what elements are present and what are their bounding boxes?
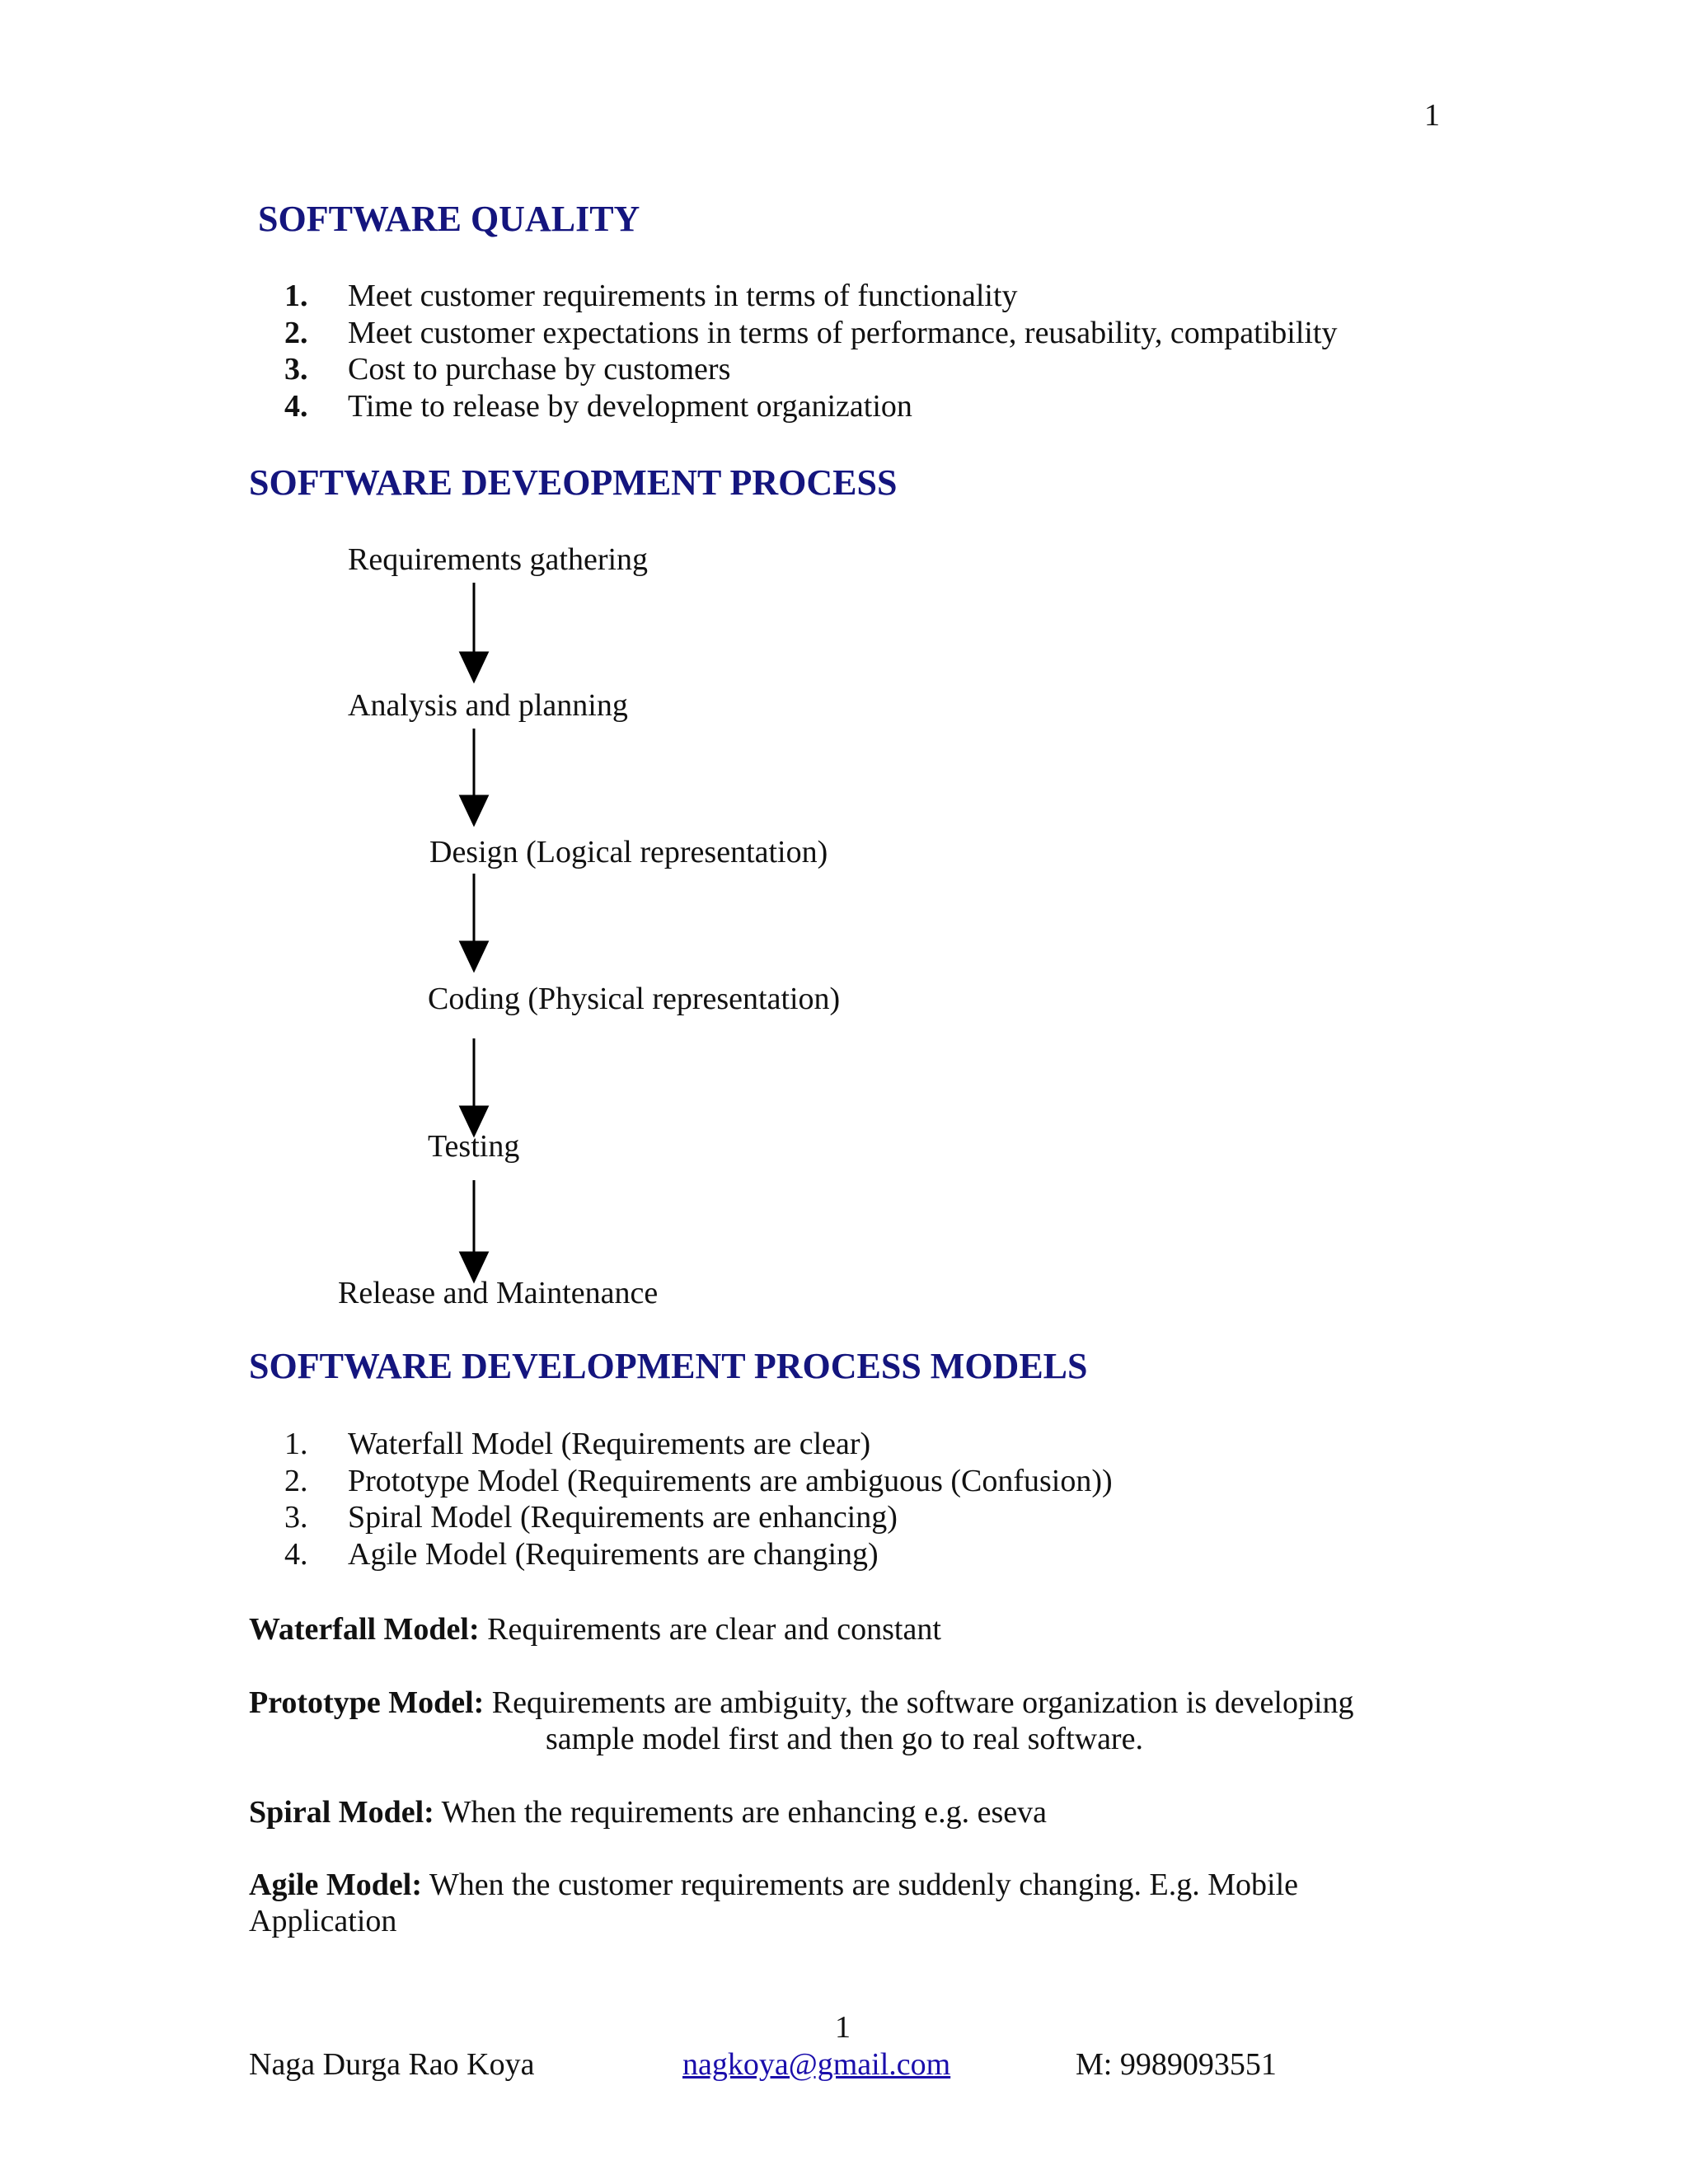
list-text: Prototype Model (Requirements are ambiguous (Confusion)): [348, 1463, 1113, 1498]
list-number: 2.: [284, 315, 308, 350]
definition-term: Agile Model:: [249, 1868, 423, 1902]
definition-text: When the customer requirements are suddenly changing. E.g. Mobile: [422, 1868, 1299, 1902]
list-number: 4.: [284, 1536, 308, 1572]
list-text: Meet customer requirements in terms of functionality: [348, 279, 1018, 313]
list-text: Agile Model (Requirements are changing): [348, 1536, 879, 1572]
list-text: Meet customer expectations in terms of performance, reusability, compatibility: [348, 315, 1338, 350]
list-text: Time to release by development organization: [348, 388, 912, 424]
flow-step-design: Design (Logical representation): [429, 835, 828, 869]
list-number: 4.: [284, 388, 308, 424]
definition-text: Requirements are clear and constant: [479, 1612, 941, 1647]
section-heading-development-process: SOFTWARE DEVEOPMENT PROCESS: [249, 462, 898, 503]
footer-author: Naga Durga Rao Koya: [249, 2047, 535, 2082]
section-heading-process-models: SOFTWARE DEVELOPMENT PROCESS MODELS: [249, 1346, 1088, 1386]
definition-prototype: [249, 1685, 1354, 1721]
definition-text: Requirements are ambiguity, the software organization is developing: [484, 1685, 1354, 1720]
list-item: [284, 1536, 1113, 1573]
definition-term: Prototype Model:: [249, 1685, 485, 1720]
list-item: [284, 1499, 1113, 1536]
list-number: 2.: [284, 1463, 308, 1498]
list-text: Spiral Model (Requirements are enhancing): [348, 1500, 898, 1535]
page-number-top: 1: [1424, 98, 1440, 133]
definition-term: Spiral Model:: [249, 1795, 434, 1830]
list-number: 3.: [284, 352, 308, 387]
definition-spiral: [249, 1794, 1047, 1830]
footer-page-number: 1: [835, 2010, 851, 2045]
definition-agile: [249, 1867, 1298, 1903]
list-number: 1.: [284, 1427, 308, 1461]
definition-text: When the requirements are enhancing e.g. eseva: [434, 1795, 1047, 1830]
definition-agile-line2: Application: [249, 1904, 397, 1938]
flow-step-testing: Testing: [428, 1129, 520, 1164]
list-item: [284, 1463, 1113, 1500]
list-number: 3.: [284, 1500, 308, 1535]
flow-step-coding: Coding (Physical representation): [428, 982, 841, 1016]
flow-step-requirements-gathering: Requirements gathering: [348, 542, 649, 577]
flow-arrowhead-2: [461, 796, 487, 824]
footer-email-link[interactable]: nagkoya@gmail.com: [682, 2047, 951, 2082]
models-list: [284, 1426, 1113, 1572]
definition-waterfall: [249, 1611, 941, 1647]
list-text: Waterfall Model (Requirements are clear): [348, 1427, 871, 1461]
list-number: 1.: [284, 279, 308, 313]
section-heading-software-quality: SOFTWARE QUALITY: [258, 199, 640, 239]
flow-step-release-maintenance: Release and Maintenance: [338, 1276, 659, 1310]
list-item: [284, 1426, 1113, 1463]
flow-arrowhead-3: [461, 942, 487, 970]
flow-step-analysis-planning: Analysis and planning: [348, 688, 628, 723]
footer-phone: M: 9989093551: [1076, 2047, 1277, 2082]
list-text: Cost to purchase by customers: [348, 352, 731, 387]
definition-term: Waterfall Model:: [249, 1612, 480, 1647]
definition-prototype-line2: sample model first and then go to real software.: [546, 1722, 1143, 1756]
flow-arrowhead-1: [461, 653, 487, 681]
